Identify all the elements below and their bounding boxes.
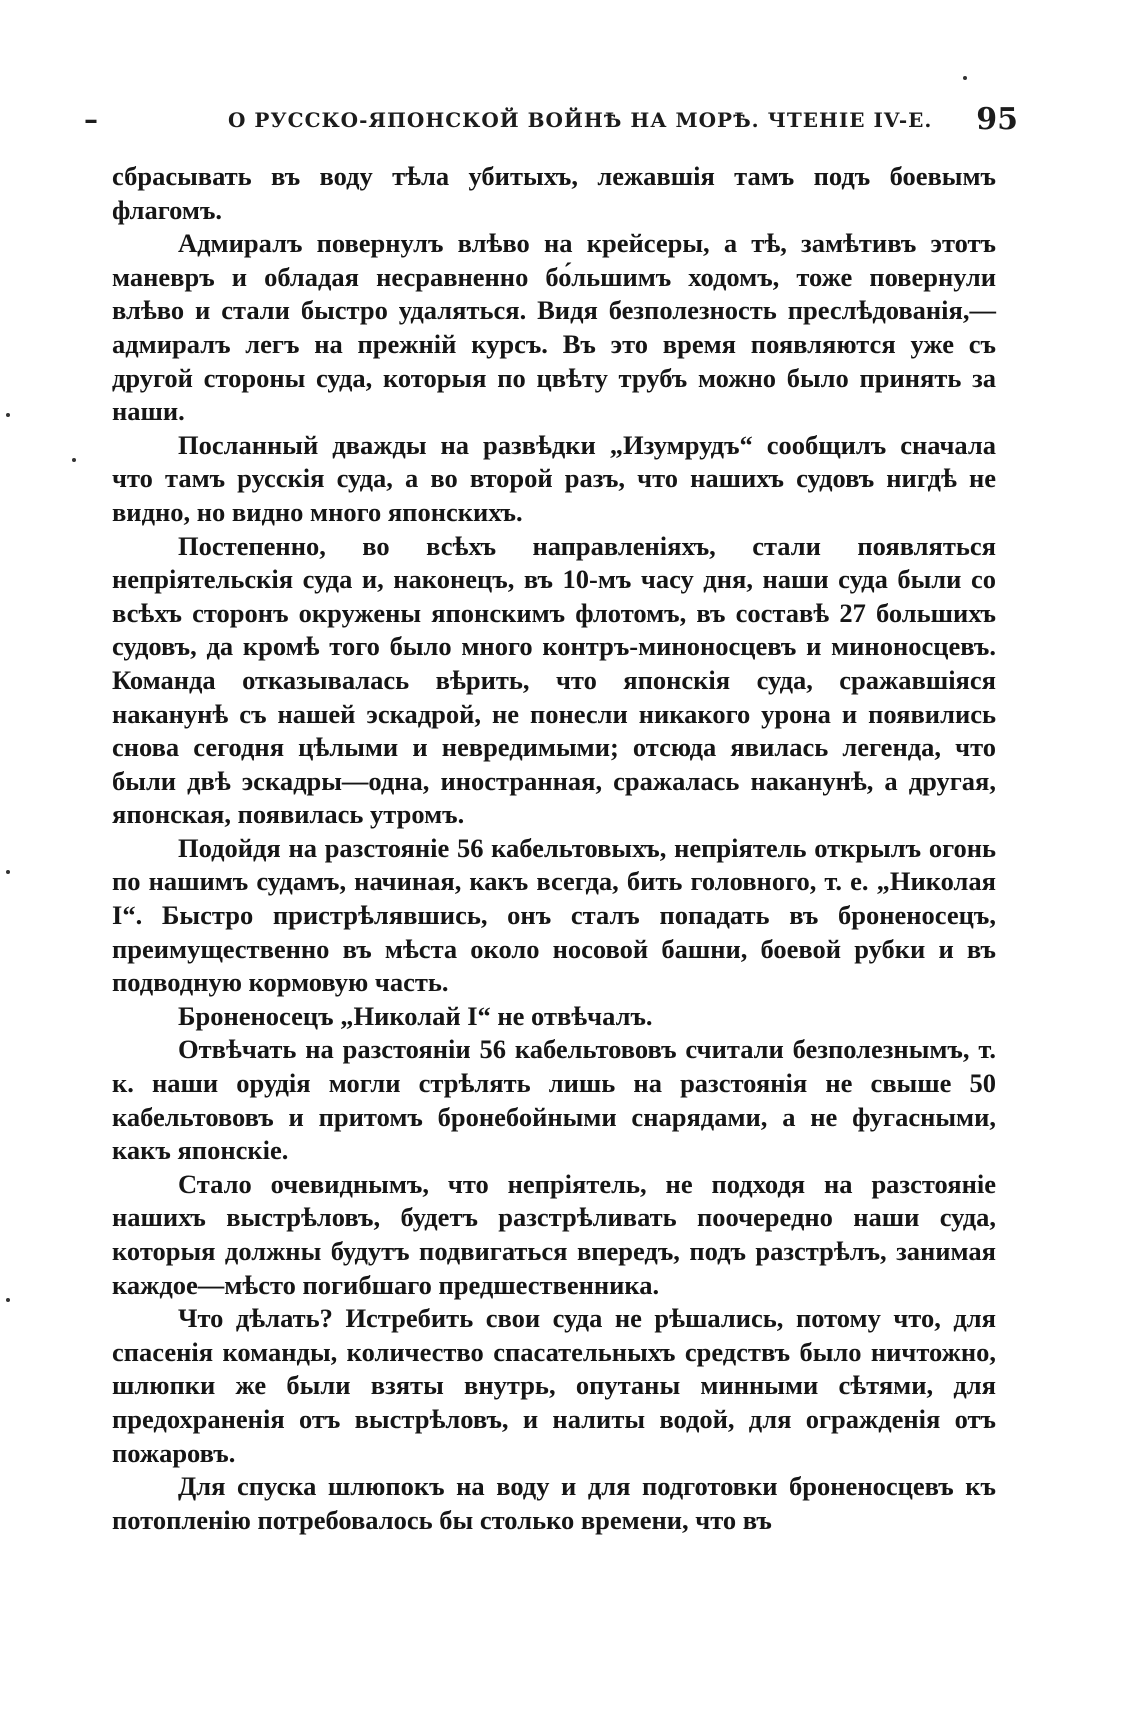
paragraph: Что дѣлать? Истребить свои суда не рѣшались, потому что, для спасенія команды, количество спасательныхъ средствъ было ничтожно, шлюпки же были взяты внутрь, опутаны минными сѣтями, для предохраненія отъ выстрѣловъ, и налиты водой, для огражденія отъ пожаровъ. [112,1303,996,1468]
paragraph: Отвѣчать на разстояніи 56 кабельтововъ считали безполезнымъ, т. к. наши орудія могли стрѣлять лишь на разстоянія не свыше 50 кабельтововъ и притомъ бронебойными снарядами, а не фугасными, какъ японскіе. [112,1034,996,1166]
scan-speck [963,76,967,80]
paragraph: Для спуска шлюпокъ на воду и для подготовки броненосцевъ къ потопленію потребовалось бы столько времени, что въ [112,1471,996,1535]
paragraph: Подойдя на разстояніе 56 кабельтовыхъ, непріятель открылъ огонь по нашимъ судамъ, начиная, какъ всегда, бить головного, т. е. „Николая I“. Быстро пристрѣлявшись, онъ сталъ попадать въ броненосецъ, преимущественно въ мѣста около носовой башни, боевой рубки и въ подводную кормовую часть. [112,832,996,998]
paragraph: Адмиралъ повернулъ влѣво на крейсеры, а тѣ, замѣтивъ этотъ маневръ и обладая несравненно бо́льшимъ ходомъ, тоже повернули влѣво и стали быстро удаляться. Видя безполезность преслѣдованія,—адмиралъ легъ на прежній курсъ. Въ это время появляются уже съ другой стороны суда, которыя по цвѣту трубъ можно было принять за наши. [112,228,996,427]
page-number: 95 [976,102,1018,137]
header-dash: – [84,103,98,136]
scan-speck [6,1298,10,1302]
scan-speck [6,870,10,874]
scan-speck [72,458,76,462]
paragraph-continuation: сбрасывать въ воду тѣла убитыхъ, лежавшія тамъ подъ боевымъ флагомъ. [112,161,996,225]
running-header [78,100,1018,140]
scan-speck [6,413,10,417]
paragraph: Броненосецъ „Николай I“ не отвѣчалъ. [178,1000,653,1031]
running-title: О РУССКО-ЯПОНСКОЙ ВОЙНѢ НА МОРѢ. ЧТЕНІЕ IV-Е. [228,108,933,132]
paragraph: Посланный дважды на развѣдки „Изумрудъ“ сообщилъ сначала что тамъ русскія суда, а во второй разъ, что нашихъ судовъ нигдѣ не видно, но видно много японскихъ. [112,429,996,527]
paragraph: Стало очевиднымъ, что непріятель, не подходя на разстояніе нашихъ выстрѣловъ, будетъ разстрѣливать поочередно наши суда, которыя должны будутъ подвигаться впередъ, подъ разстрѣлъ, занимая каждое—мѣсто погибшаго предшественника. [112,1168,996,1300]
body-text [112,160,996,1537]
paragraph: Постепенно, во всѣхъ направленіяхъ, стали появляться непріятельскія суда и, наконецъ, въ 10-мъ часу дня, наши суда были со всѣхъ сторонъ окружены японскимъ флотомъ, въ составѣ 27 большихъ судовъ, да кромѣ того было много контръ-миноносцевъ и миноносцевъ. Команда отказывалась вѣрить, что японскія суда, сражавшіяся наканунѣ съ нашей эскадрой, не понесли никакого урона и появились снова сегодня цѣлыми и невредимыми; отсюда явилась легенда, что были двѣ эскадры—одна, иностранная, сражалась наканунѣ, а другая, японская, появилась утромъ. [112,530,996,830]
